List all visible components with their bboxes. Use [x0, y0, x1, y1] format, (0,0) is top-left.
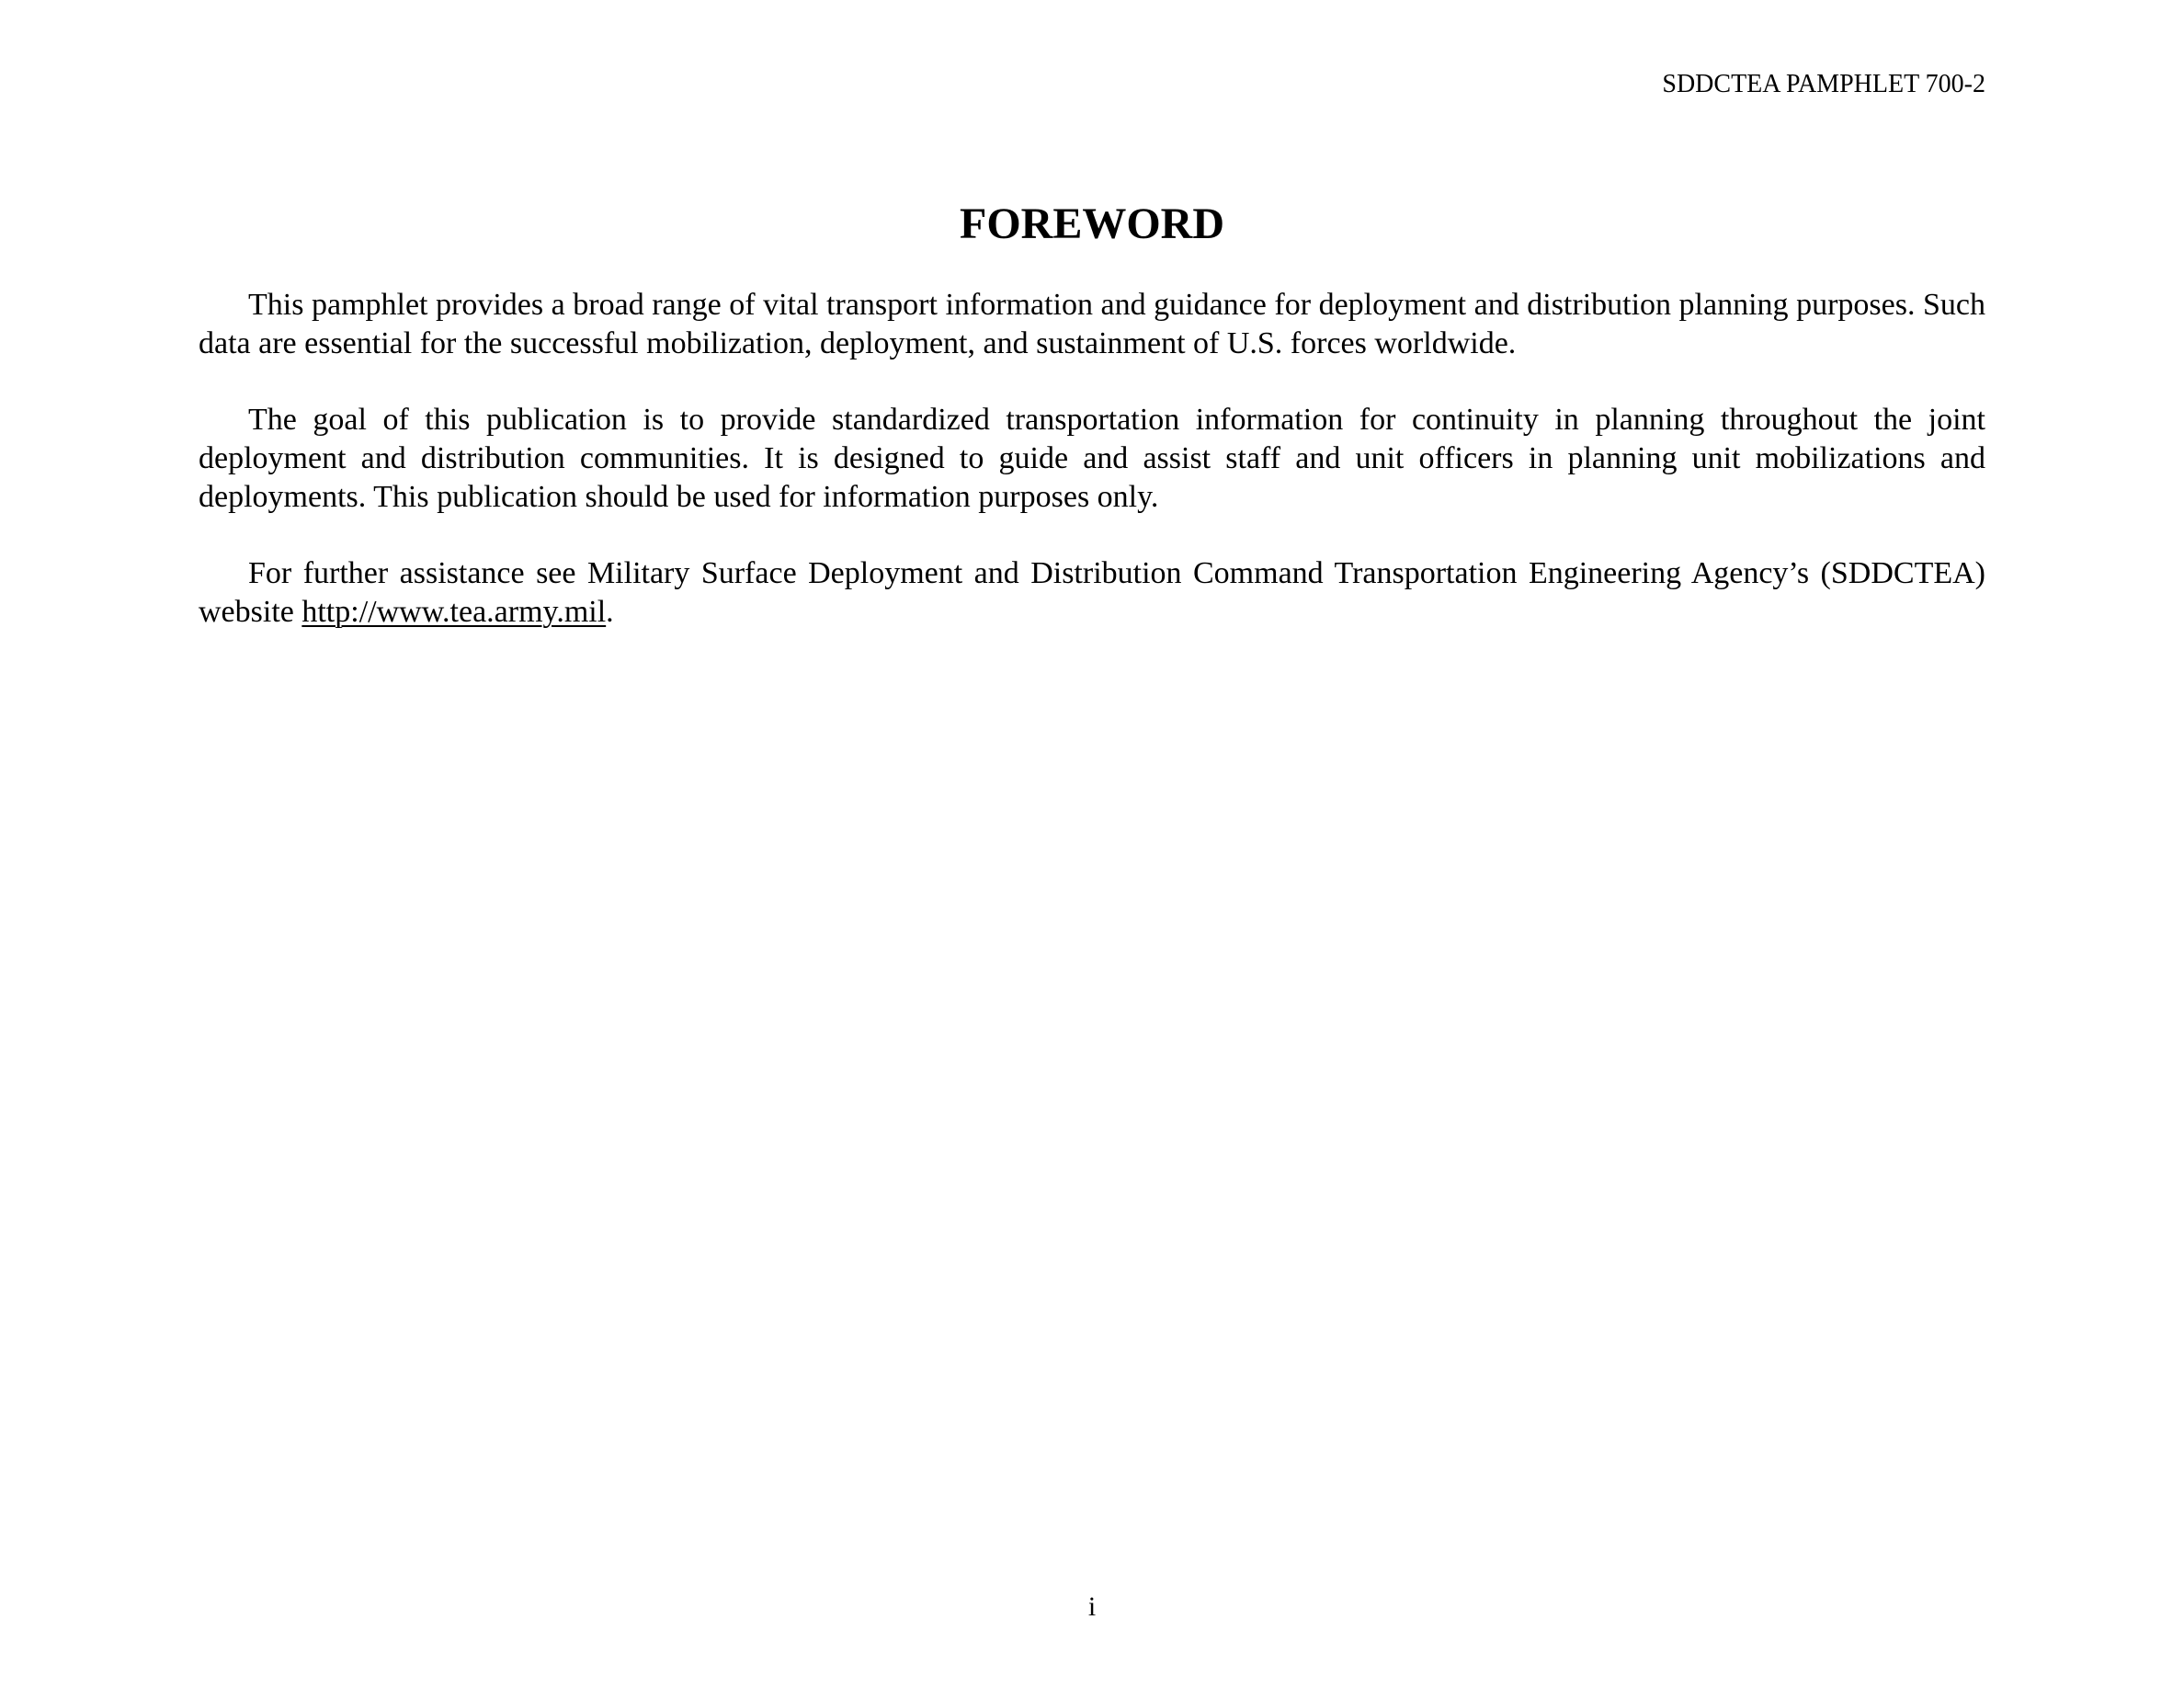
paragraph-assistance	[199, 554, 1985, 632]
page-title: FOREWORD	[960, 200, 1224, 248]
page-number: i	[1087, 1591, 1097, 1622]
paragraph-goal: The goal of this publication is to provide standardized transportation information for continuity in planning throughout the joint deployment and distribution communities. It is designed to guide and assist staff and unit officers in planning unit mobilizations and deployments. This publication should be used for information purposes only.	[199, 403, 1985, 514]
foreword-body	[199, 286, 1985, 669]
paragraph-purpose: This pamphlet provides a broad range of vital transport information and guidance for deployment and distribution planning purposes. Such data are essential for the successful mobilization, deployment, and sustainment of U.S. forces worldwide.	[199, 288, 1985, 360]
assistance-period: .	[606, 595, 614, 629]
website-link[interactable]: http://www.tea.army.mil	[301, 595, 607, 629]
assistance-text: For further assistance see Military Surface Deployment and Distribution Command Transportation Engineering Agency’s (SDDCTEA) website	[199, 556, 1985, 629]
running-header: SDDCTEA PAMPHLET 700-2	[1662, 70, 1985, 98]
